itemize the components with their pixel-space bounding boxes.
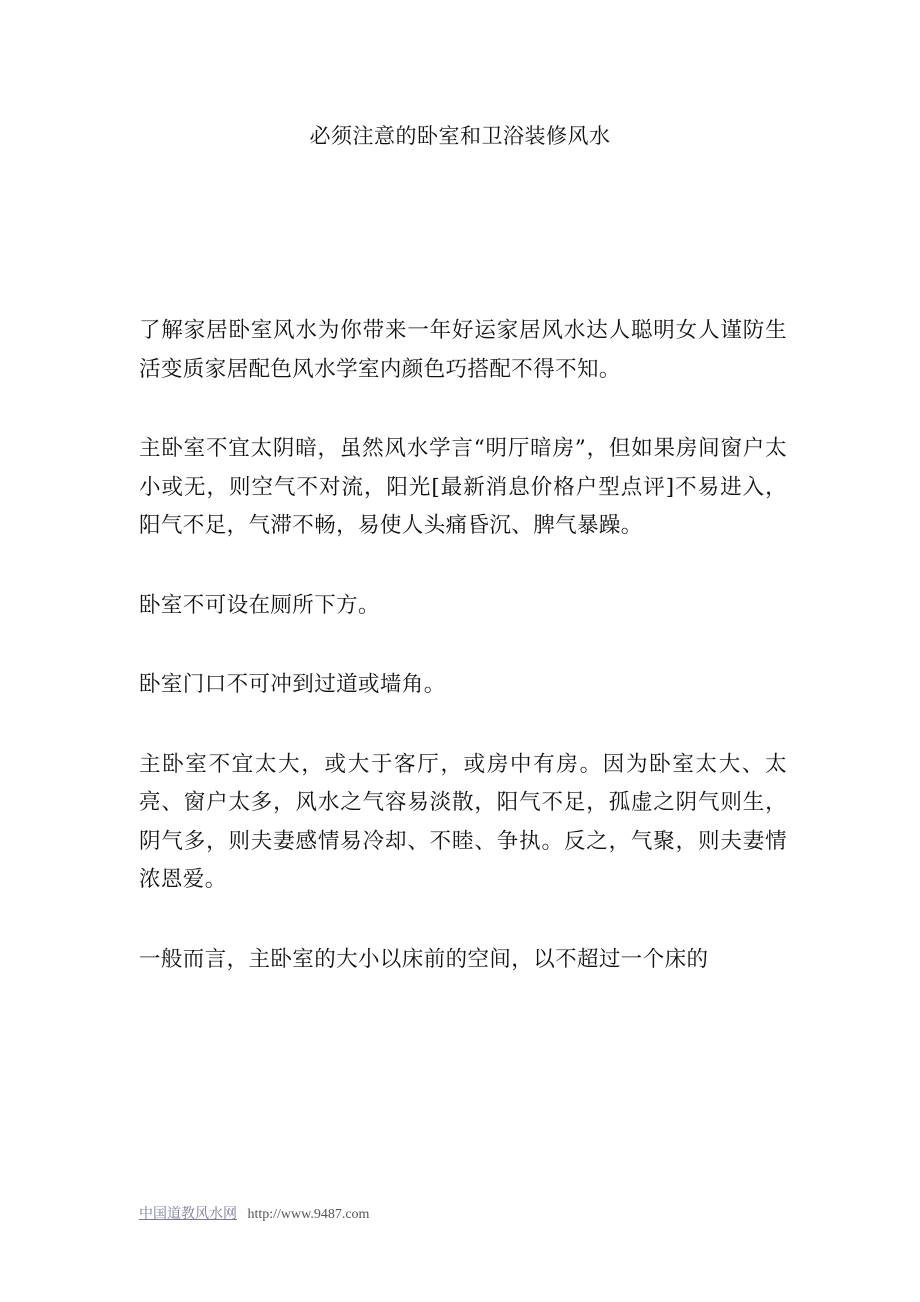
paragraph-intro: 了解家居卧室风水为你带来一年好运家居风水达人聪明女人谨防生活变质家居配色风水学室内颜色巧搭配不得不知。 — [139, 318, 787, 382]
paragraph-bedroom-under-toilet: 卧室不可设在厕所下方。 — [139, 592, 380, 618]
document-title: 必须注意的卧室和卫浴装修风水 — [309, 124, 611, 148]
document-body — [139, 312, 787, 1020]
paragraph-bedroom-space: 一般而言，主卧室的大小以床前的空间，以不超过一个床的 — [139, 946, 709, 972]
paragraph-bedroom-door: 卧室门口不可冲到过道或墙角。 — [139, 672, 446, 697]
paragraph-bedroom-darkness: 主卧室不宜太阴暗，虽然风水学言“明厅暗房”，但如果房间窗户太小或无，则空气不对流，阳光[最新消息价格户型点评]不易进入，阳气不足，气滞不畅，易使人头痛昏沉、脾气暴躁。 — [139, 436, 787, 538]
paragraph-bedroom-size: 主卧室不宜太大，或大于客厅，或房中有房。因为卧室太大、太亮、窗户太多，风水之气容易淡散，阳气不足，孤虚之阴气则生，阴气多，则夫妻感情易冷却、不睦、争执。反之，气聚，则夫妻情浓恩爱。 — [139, 751, 787, 892]
page-footer — [139, 1205, 369, 1224]
footer-url: http://www.9487.com — [247, 1207, 370, 1222]
footer-site-link[interactable]: 中国道教风水网 — [139, 1206, 237, 1222]
